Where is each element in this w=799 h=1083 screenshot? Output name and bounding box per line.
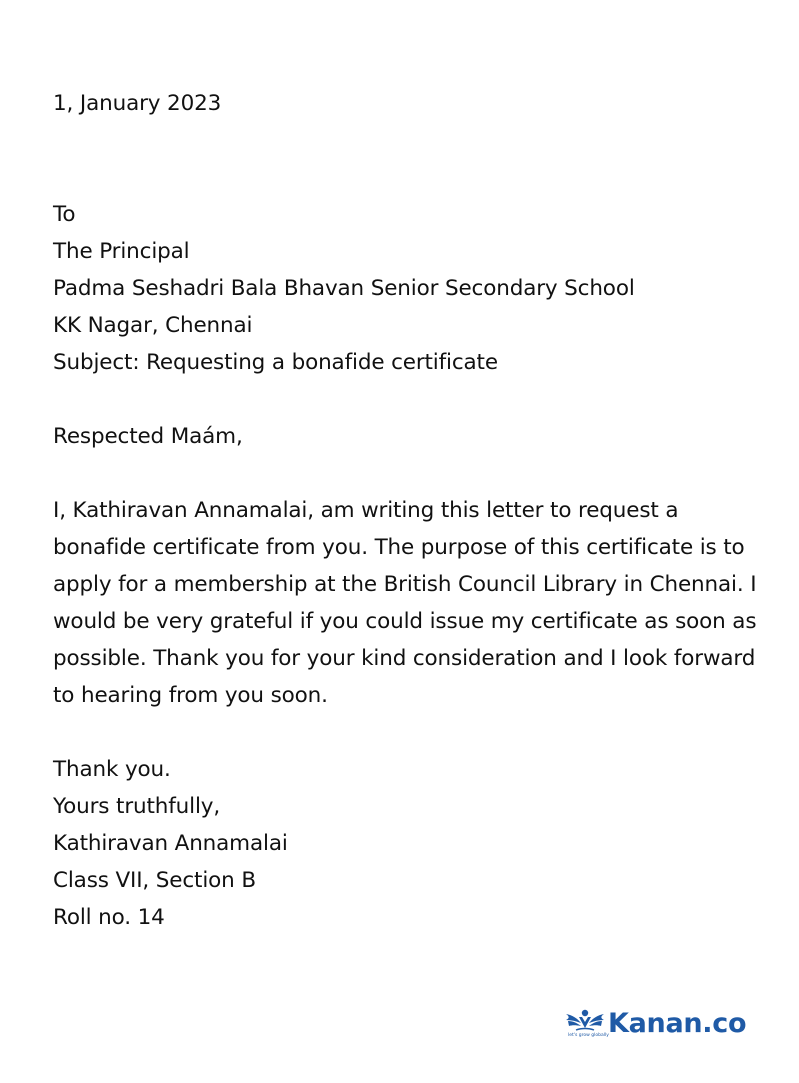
closing-signoff: Yours truthfully,	[53, 794, 221, 819]
recipient-title: The Principal	[53, 239, 190, 264]
letter-salutation: Respected Maám,	[53, 424, 243, 449]
letter-subject: Subject: Requesting a bonafide certificate	[53, 350, 498, 375]
recipient-school: Padma Seshadri Bala Bhavan Senior Secondary School	[53, 276, 635, 301]
sender-class: Class VII, Section B	[53, 868, 256, 893]
closing-block	[53, 751, 783, 936]
letter	[53, 85, 783, 936]
recipient-block	[53, 196, 783, 344]
recipient-address: KK Nagar, Chennai	[53, 313, 253, 338]
kanan-logo	[564, 1003, 746, 1043]
sender-roll: Roll no. 14	[53, 905, 165, 930]
kanan-logo-tagline: let's grow globally	[568, 1033, 609, 1038]
letter-date: 1, January 2023	[53, 91, 222, 116]
recipient-to: To	[53, 202, 76, 227]
letter-body: I, Kathiravan Annamalai, am writing this letter to request a bonafide certificate from you. The purpose of this certificate is to apply for a membership at the British Council Library in Chennai. I would be very grateful if you could issue my certificate as soon as possible. Thank you for your kind consideration and I look forward to hearing from you soon.	[53, 498, 757, 708]
closing-thanks: Thank you.	[53, 757, 171, 782]
sender-name: Kathiravan Annamalai	[53, 831, 288, 856]
kanan-logo-text: Kanan.co	[608, 1007, 747, 1039]
kanan-logo-icon	[564, 1006, 609, 1040]
